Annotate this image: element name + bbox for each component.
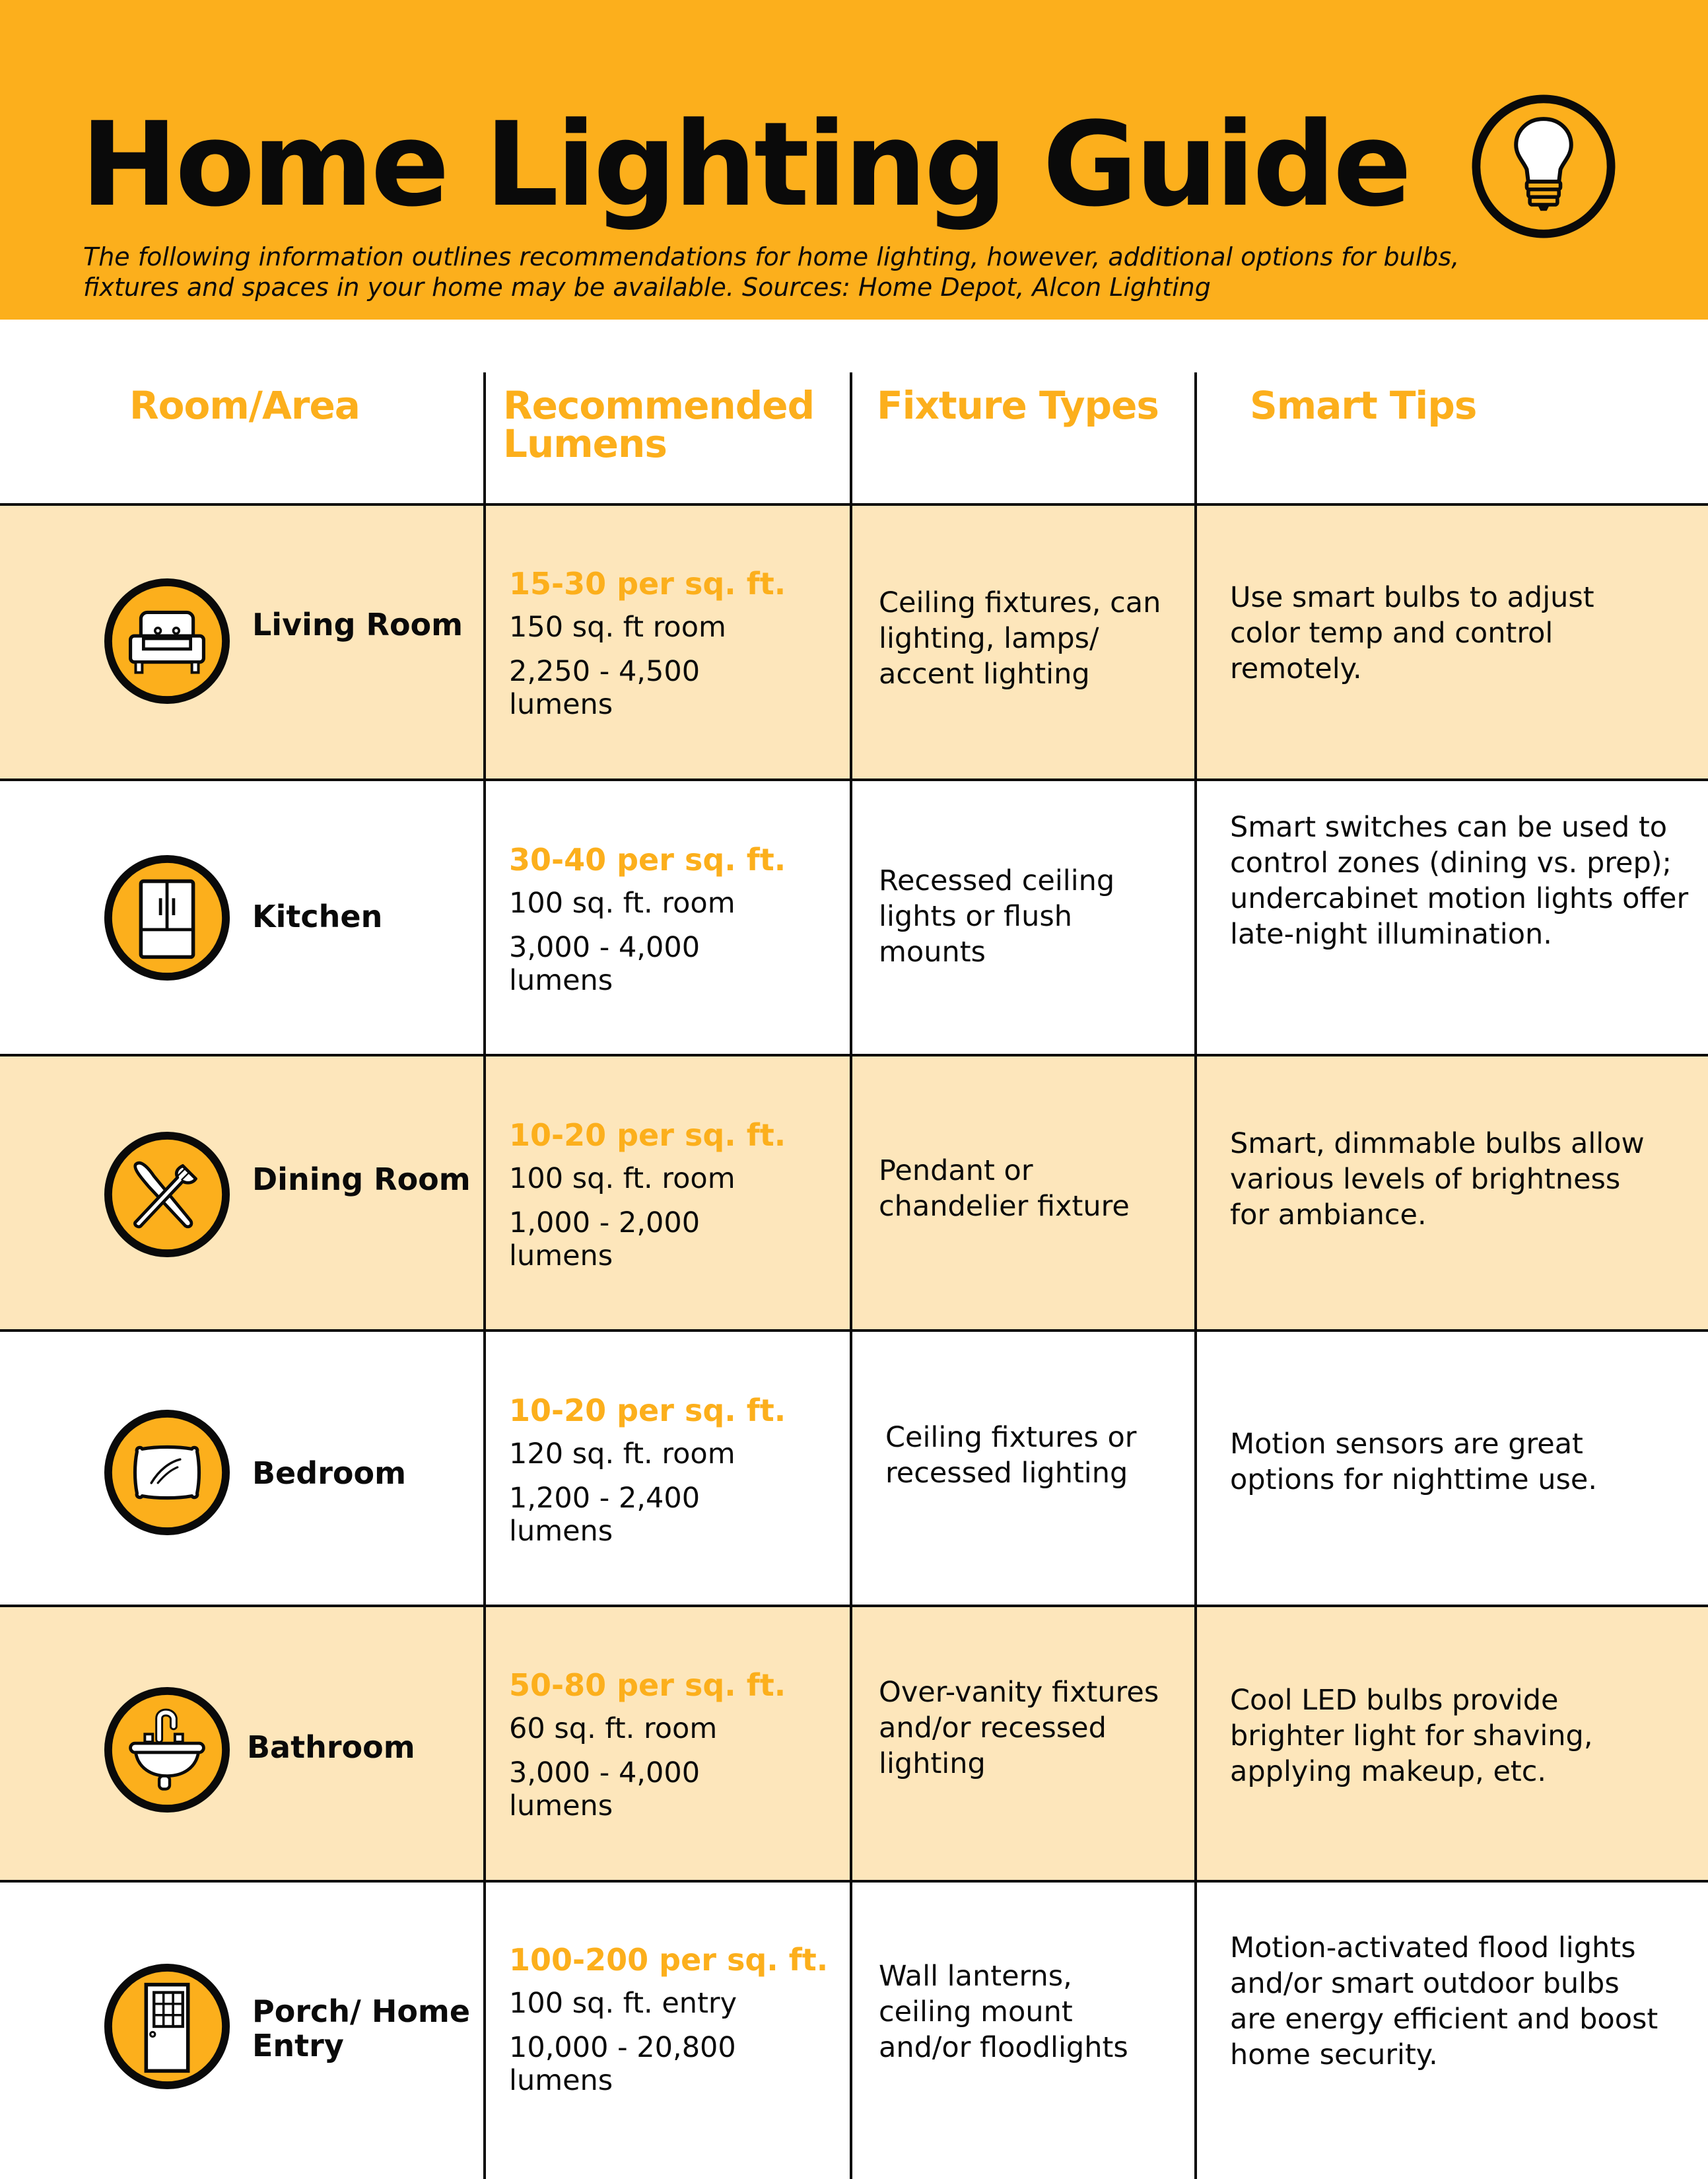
refrigerator-icon bbox=[102, 852, 232, 983]
fixture-types: Ceiling fixtures, can lighting, lamps/ accent lighting bbox=[879, 586, 1161, 691]
room-name: Bedroom bbox=[252, 1455, 407, 1491]
pillow-icon bbox=[102, 1407, 232, 1538]
lumens-range: 3,000 - 4,000 lumens bbox=[509, 1756, 700, 1822]
lumens-range: 1,000 - 2,000 lumens bbox=[509, 1206, 700, 1272]
column-header-room: Room/Area bbox=[129, 383, 360, 428]
column-header-lumens: Recommended Lumens bbox=[503, 383, 815, 466]
lumens-range: 3,000 - 4,000 lumens bbox=[509, 931, 700, 997]
lumens-per-sqft: 50-80 per sq. ft. bbox=[509, 1667, 786, 1703]
header-banner bbox=[0, 0, 1708, 320]
row-divider bbox=[0, 1329, 1708, 1332]
lumens-range: 1,200 - 2,400 lumens bbox=[509, 1482, 700, 1548]
fork-knife-icon bbox=[102, 1129, 232, 1260]
room-name: Bathroom bbox=[247, 1729, 415, 1765]
smart-tip: Cool LED bulbs provide brighter light for shaving, applying makeup, etc. bbox=[1230, 1684, 1593, 1788]
row-divider bbox=[0, 1054, 1708, 1056]
lumens-per-sqft: 10-20 per sq. ft. bbox=[509, 1117, 786, 1153]
room-name: Kitchen bbox=[252, 899, 383, 934]
column-divider bbox=[850, 372, 852, 2179]
column-divider bbox=[483, 372, 486, 2179]
fixture-types: Over-vanity fixtures and/or recessed lighting bbox=[879, 1676, 1159, 1780]
lumens-per-sqft: 15-30 per sq. ft. bbox=[509, 566, 786, 602]
smart-tip: Smart, dimmable bulbs allow various levels of brightness for ambiance. bbox=[1230, 1127, 1645, 1231]
column-header-fixtures: Fixture Types bbox=[877, 383, 1159, 428]
lumens-range: 2,250 - 4,500 lumens bbox=[509, 655, 700, 721]
fixture-types: Pendant or chandelier fixture bbox=[879, 1154, 1130, 1223]
room-size: 100 sq. ft. entry bbox=[509, 1987, 737, 2020]
smart-tip: Smart switches can be used to control zones (dining vs. prep); undercabinet motion lights offer late-night illumination. bbox=[1230, 811, 1689, 951]
page-subtitle: The following information outlines recommendations for home lighting, however, additional options for bulbs, fixtures and spaces in your home may be available. Sources: Home Depot, Alcon Lighting bbox=[83, 242, 1460, 302]
fixture-types: Wall lanterns, ceiling mount and/or floodlights bbox=[879, 1960, 1128, 2064]
fixture-types: Recessed ceiling lights or flush mounts bbox=[879, 864, 1115, 969]
row-divider bbox=[0, 1880, 1708, 1883]
fixture-types: Ceiling fixtures or recessed lighting bbox=[885, 1421, 1137, 1490]
lightbulb-icon bbox=[1467, 90, 1620, 243]
smart-tip: Use smart bulbs to adjust color temp and control remotely. bbox=[1230, 581, 1594, 685]
armchair-icon bbox=[102, 576, 232, 707]
room-size: 150 sq. ft room bbox=[509, 611, 726, 644]
room-size: 120 sq. ft. room bbox=[509, 1437, 735, 1470]
smart-tip: Motion sensors are great options for nighttime use. bbox=[1230, 1428, 1598, 1496]
room-size: 100 sq. ft. room bbox=[509, 1162, 735, 1195]
room-size: 60 sq. ft. room bbox=[509, 1712, 718, 1745]
sink-icon bbox=[102, 1684, 232, 1815]
lumens-per-sqft: 10-20 per sq. ft. bbox=[509, 1393, 786, 1428]
lumens-per-sqft: 100-200 per sq. ft. bbox=[509, 1942, 829, 1978]
smart-tip: Motion-activated flood lights and/or smart outdoor bulbs are energy efficient and boost home security. bbox=[1230, 1931, 1658, 2071]
room-size: 100 sq. ft. room bbox=[509, 887, 735, 920]
column-divider bbox=[1194, 372, 1197, 2179]
page-title: Home Lighting Guide bbox=[81, 97, 1410, 232]
row-divider bbox=[0, 1605, 1708, 1607]
column-header-tips: Smart Tips bbox=[1250, 383, 1477, 428]
room-name: Porch/ Home Entry bbox=[252, 1993, 471, 2063]
row-divider bbox=[0, 503, 1708, 506]
lumens-range: 10,000 - 20,800 lumens bbox=[509, 2031, 736, 2097]
lumens-per-sqft: 30-40 per sq. ft. bbox=[509, 842, 786, 878]
room-name: Dining Room bbox=[252, 1161, 471, 1197]
row-divider bbox=[0, 778, 1708, 781]
door-icon bbox=[102, 1961, 232, 2092]
room-name: Living Room bbox=[252, 607, 463, 642]
